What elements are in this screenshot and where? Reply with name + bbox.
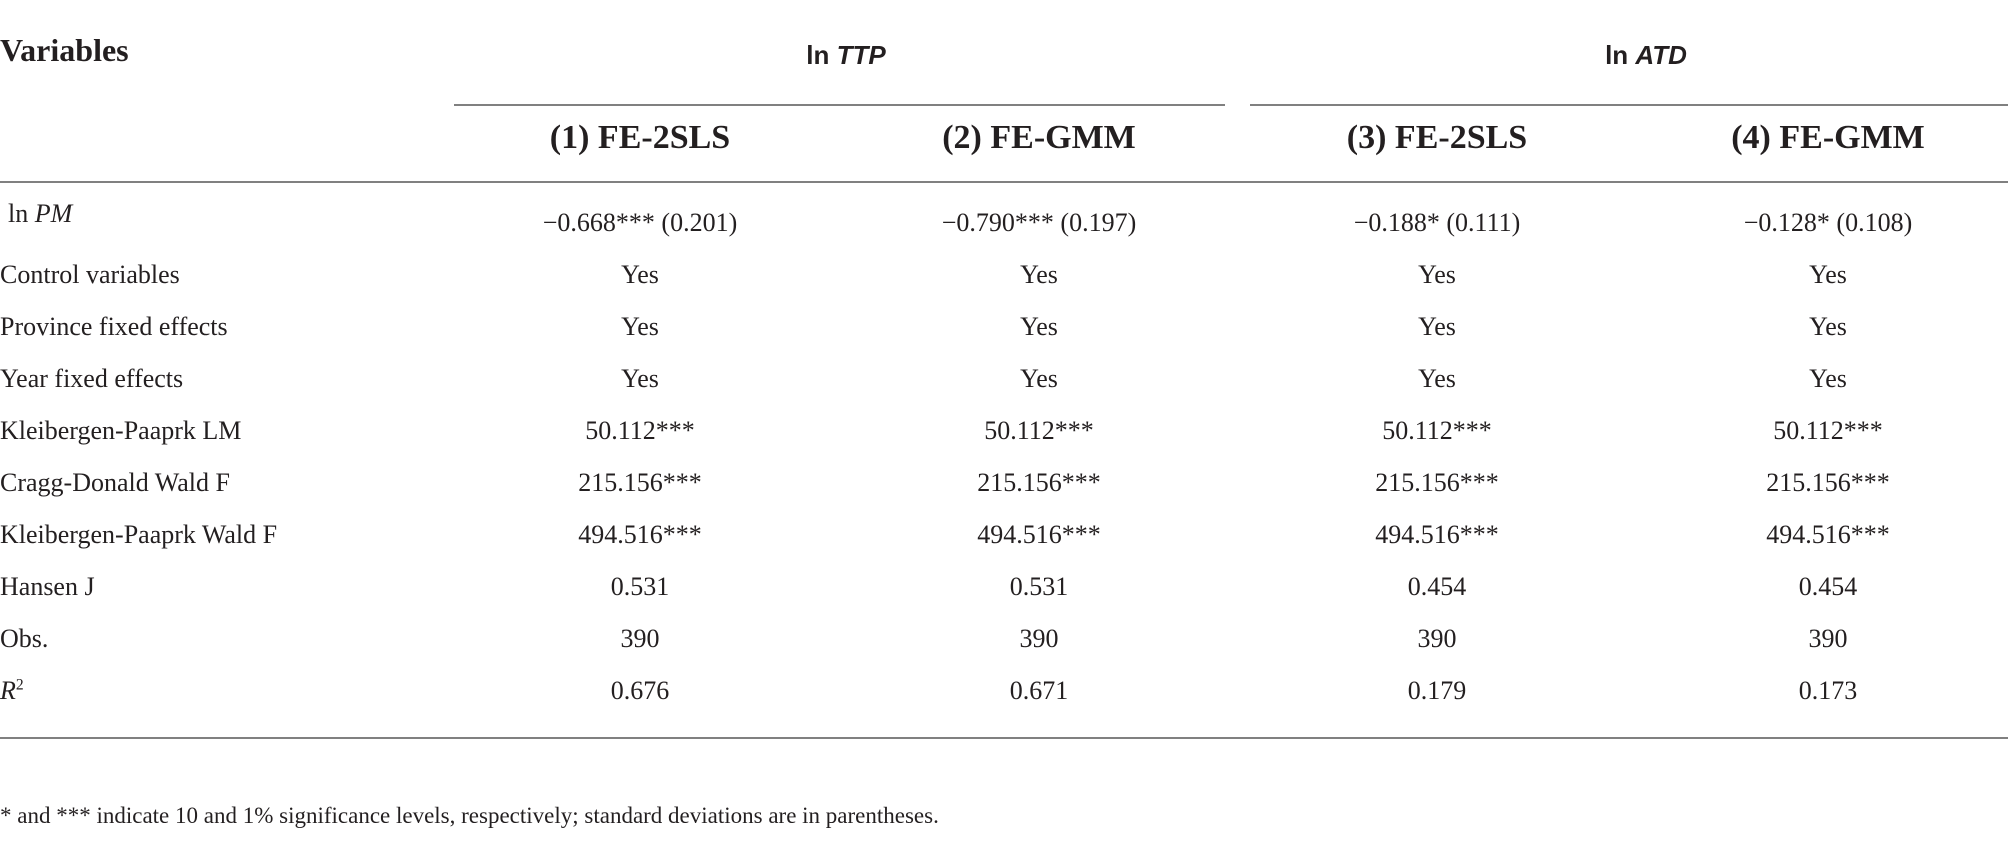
column-header-1: (1) FE-2SLS <box>549 119 731 156</box>
group-variable: ATD <box>1635 40 1687 70</box>
table-cell: 50.112*** <box>984 416 1094 445</box>
table-cell: 494.516*** <box>578 520 702 549</box>
table-cell: 494.516*** <box>1375 520 1499 549</box>
table-cell: 0.671 <box>1009 676 1069 705</box>
table-cell: −0.790*** (0.197) <box>941 208 1137 237</box>
table-cell: 390 <box>1019 624 1059 653</box>
variables-header: Variables <box>0 32 129 68</box>
table-cell: Yes <box>1809 364 1847 393</box>
table-cell: Yes <box>1809 260 1847 289</box>
group-header-ln-atd <box>1605 40 1687 71</box>
table-cell: 390 <box>620 624 660 653</box>
row-label: Hansen J <box>0 572 95 601</box>
column-header-3: (3) FE-2SLS <box>1346 119 1528 156</box>
group-variable: TTP <box>836 40 886 70</box>
row-label: Province fixed effects <box>0 312 228 341</box>
column-header-2: (2) FE-GMM <box>942 119 1136 156</box>
row-label: Kleibergen-Paaprk Wald F <box>0 520 278 549</box>
table-cell: −0.128* (0.108) <box>1743 208 1913 237</box>
table-cell: −0.668*** (0.201) <box>542 208 738 237</box>
group-underline-atd <box>1250 104 2008 106</box>
table-cell: 215.156*** <box>977 468 1101 497</box>
table-cell: 494.516*** <box>977 520 1101 549</box>
row-label <box>8 199 72 229</box>
row-label: Obs. <box>0 624 49 653</box>
table-cell: Yes <box>621 364 659 393</box>
group-prefix: ln <box>1605 40 1636 70</box>
row-label-variable: PM <box>34 199 73 228</box>
group-underline-ttp <box>454 104 1225 106</box>
row-label-prefix: ln <box>8 199 35 228</box>
table-cell: 494.516*** <box>1766 520 1890 549</box>
table-cell: 0.676 <box>610 676 670 705</box>
row-label <box>0 676 24 706</box>
row-label: Cragg-Donald Wald F <box>0 468 230 497</box>
table-cell: Yes <box>1418 260 1456 289</box>
table-cell: Yes <box>1020 312 1058 341</box>
table-cell: 390 <box>1808 624 1848 653</box>
bottom-rule <box>0 737 2008 739</box>
table-cell: Yes <box>621 312 659 341</box>
table-cell: Yes <box>1020 260 1058 289</box>
table-cell: 215.156*** <box>1766 468 1890 497</box>
table-cell: 0.454 <box>1407 572 1467 601</box>
table-cell: Yes <box>1418 312 1456 341</box>
row-label: Control variables <box>0 260 180 289</box>
row-label-variable: R <box>0 676 16 705</box>
group-header-ln-ttp <box>806 40 885 71</box>
table-cell: 0.454 <box>1798 572 1858 601</box>
table-cell: 0.531 <box>610 572 670 601</box>
table-cell: −0.188* (0.111) <box>1353 208 1521 237</box>
table-cell: Yes <box>621 260 659 289</box>
table-cell: 215.156*** <box>1375 468 1499 497</box>
table-cell: 215.156*** <box>578 468 702 497</box>
header-rule <box>0 181 2008 183</box>
row-label: Kleibergen-Paaprk LM <box>0 416 242 445</box>
table-cell: 0.173 <box>1798 676 1858 705</box>
table-cell: Yes <box>1020 364 1058 393</box>
group-prefix: ln <box>806 40 837 70</box>
table-cell: 50.112*** <box>1382 416 1492 445</box>
table-footnote: * and *** indicate 10 and 1% significance levels, respectively; standard deviations are in parentheses. <box>0 803 939 828</box>
column-header-4: (4) FE-GMM <box>1731 119 1925 156</box>
table-cell: 0.531 <box>1009 572 1069 601</box>
table-cell: 50.112*** <box>585 416 695 445</box>
row-label-superscript: 2 <box>15 676 24 694</box>
table-cell: 50.112*** <box>1773 416 1883 445</box>
table-cell: 390 <box>1417 624 1457 653</box>
table-cell: Yes <box>1809 312 1847 341</box>
table-cell: Yes <box>1418 364 1456 393</box>
table-cell: 0.179 <box>1407 676 1467 705</box>
row-label: Year fixed effects <box>0 364 184 393</box>
